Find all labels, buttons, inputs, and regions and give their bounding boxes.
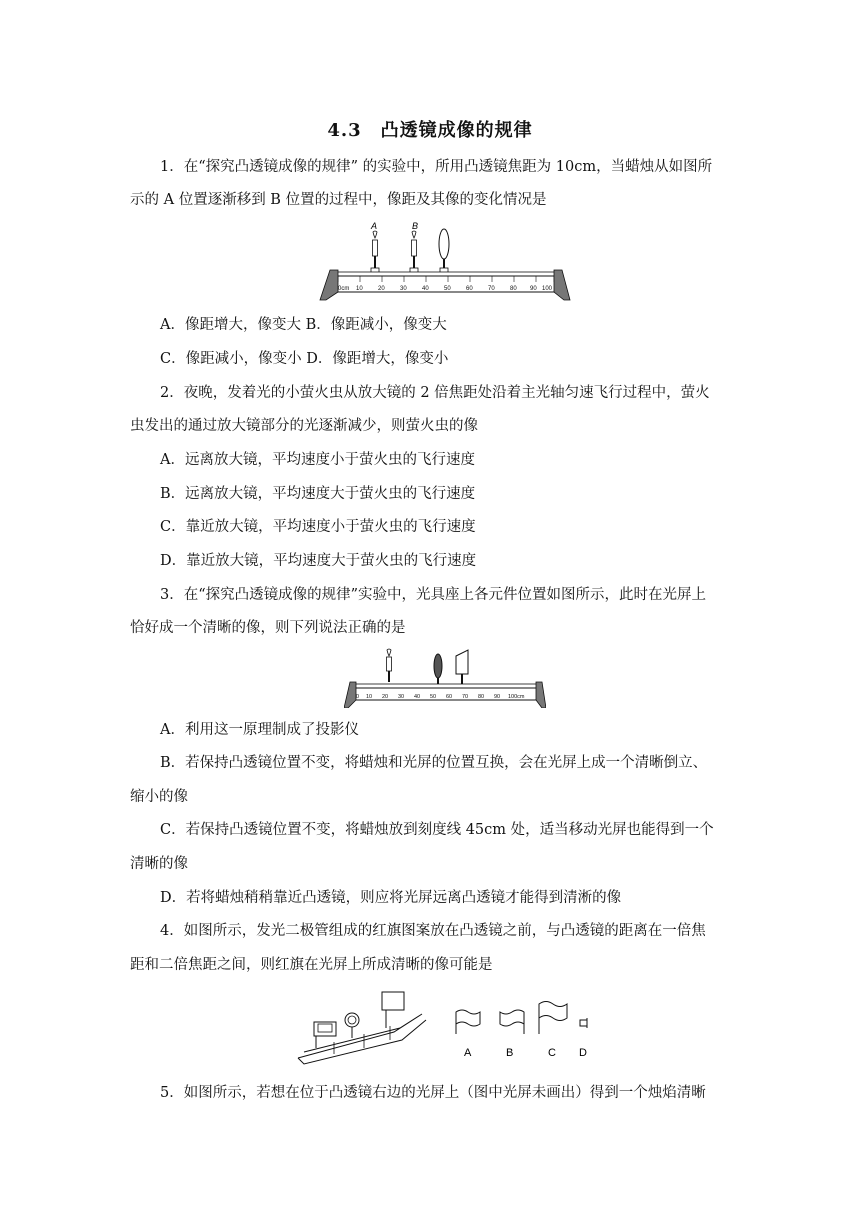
q2-text-line-2: 虫发出的通过放大镜部分的光逐渐减少，则萤火虫的像 [130, 418, 478, 434]
q3-tick-label: 0 [356, 694, 360, 700]
q4-text-line-1: 4．如图所示，发光二极管组成的红旗图案放在凸透镜之前，与凸透镜的距离在一倍焦 [160, 923, 706, 939]
q3-option-b-line-1: B．若保持凸透镜位置不变，将蜡烛和光屏的位置互换，会在光屏上成一个清晰倒立、 [160, 755, 708, 771]
q2-text-line-1: 2．夜晚，发着光的小萤火虫从放大镜的 2 倍焦距处沿着主光轴匀速飞行过程中，萤火 [160, 385, 710, 401]
q1-tick-label: 100 [542, 286, 553, 292]
q3-tick-label: 30 [398, 694, 405, 700]
q3-tick-label: 60 [446, 694, 453, 700]
candle [387, 649, 392, 682]
q3-tick-label: 40 [414, 694, 421, 700]
flag-option-c [539, 1002, 567, 1035]
q1-tick-label: 60 [466, 286, 473, 292]
q2-option-d: D．靠近放大镜，平均速度大于萤火虫的飞行速度 [160, 553, 477, 569]
q3-tick-label: 20 [382, 694, 389, 700]
flag-object [314, 1022, 336, 1048]
q1-tick-label: 30 [400, 286, 407, 292]
light-screen [382, 992, 404, 1028]
q1-tick-label: 90 [530, 286, 537, 292]
candle-b-label: B [412, 221, 419, 231]
flag-option-d [580, 1018, 587, 1028]
convex-lens [345, 1013, 359, 1038]
light-screen [456, 650, 468, 684]
q1-text-line-2: 示的 A 位置逐渐移到 B 位置的过程中，像距及其像的变化情况是 [130, 192, 547, 208]
q2-option-b: B．远离放大镜，平均速度大于萤火虫的飞行速度 [160, 486, 476, 502]
flag-option-b [500, 1010, 524, 1034]
q1-text-line-1: 1．在“探究凸透镜成像的规律” 的实验中，所用凸透镜焦距为 10cm，当蜡烛从如图所 [160, 159, 713, 175]
q2-option-c: C．靠近放大镜，平均速度小于萤火虫的飞行速度 [160, 519, 476, 535]
candle-a-label: A [371, 221, 378, 231]
q3-tick-label: 50 [430, 694, 437, 700]
flag-option-b-label: B [506, 1047, 514, 1059]
q3-text-line-1: 3．在“探究凸透镜成像的规律”实验中，光具座上各元件位置如图所示，此时在光屏上 [160, 587, 707, 603]
q3-optical-bench-figure [344, 646, 546, 708]
q4-text-line-2: 距和二倍焦距之间，则红旗在光屏上所成清晰的像可能是 [130, 957, 493, 973]
q3-option-c-line-1: C．若保持凸透镜位置不变，将蜡烛放到刻度线 45cm 处，适当移动光屏也能得到一个 [160, 822, 714, 838]
q1-options-row-1: A．像距增大，像变大 B．像距减小，像变大 [160, 317, 447, 333]
candle-a [371, 231, 379, 274]
q5-text-line-1: 5．如图所示，若想在位于凸透镜右边的光屏上（图中光屏未画出）得到一个烛焰清晰 [160, 1085, 706, 1101]
flag-option-a-label: A [464, 1047, 472, 1059]
q3-tick-label: 70 [462, 694, 469, 700]
candle-b [410, 231, 418, 274]
convex-lens [434, 654, 442, 684]
q1-tick-label: 40 [422, 286, 429, 292]
q1-tick-label: 50 [444, 286, 451, 292]
page-title: 4.3 凸透镜成像的规律 [327, 120, 533, 141]
q3-tick-label: 80 [478, 694, 485, 700]
flag-option-a [456, 1010, 480, 1034]
q1-tick-label: 20 [378, 286, 385, 292]
q3-tick-label: 10 [366, 694, 373, 700]
convex-lens [439, 229, 449, 274]
q1-tick-label: 70 [488, 286, 495, 292]
q1-options-row-2: C．像距减小，像变小 D．像距增大，像变小 [160, 351, 449, 367]
q3-option-d: D．若将蜡烛稍稍靠近凸透镜，则应将光屏远离凸透镜才能得到清淅的像 [160, 890, 622, 906]
q2-option-a: A．远离放大镜，平均速度小于萤火虫的飞行速度 [160, 452, 475, 468]
flag-option-c-label: C [548, 1047, 556, 1059]
q4-flag-figure [294, 986, 604, 1068]
q1-tick-label: 10 [356, 286, 363, 292]
q3-tick-label: 100cm [508, 694, 525, 700]
q3-option-c-line-2: 清晰的像 [130, 856, 188, 872]
q1-tick-label: 0cm [338, 286, 350, 292]
q3-option-a: A．利用这一原理制成了投影仪 [160, 722, 359, 738]
q1-optical-bench-figure [318, 218, 574, 302]
q1-tick-label: 80 [510, 286, 517, 292]
q3-text-line-2: 恰好成一个清晰的像，则下列说法正确的是 [130, 620, 406, 636]
q3-tick-label: 90 [494, 694, 501, 700]
flag-option-d-label: D [579, 1047, 587, 1059]
q3-option-b-line-2: 缩小的像 [130, 789, 188, 805]
